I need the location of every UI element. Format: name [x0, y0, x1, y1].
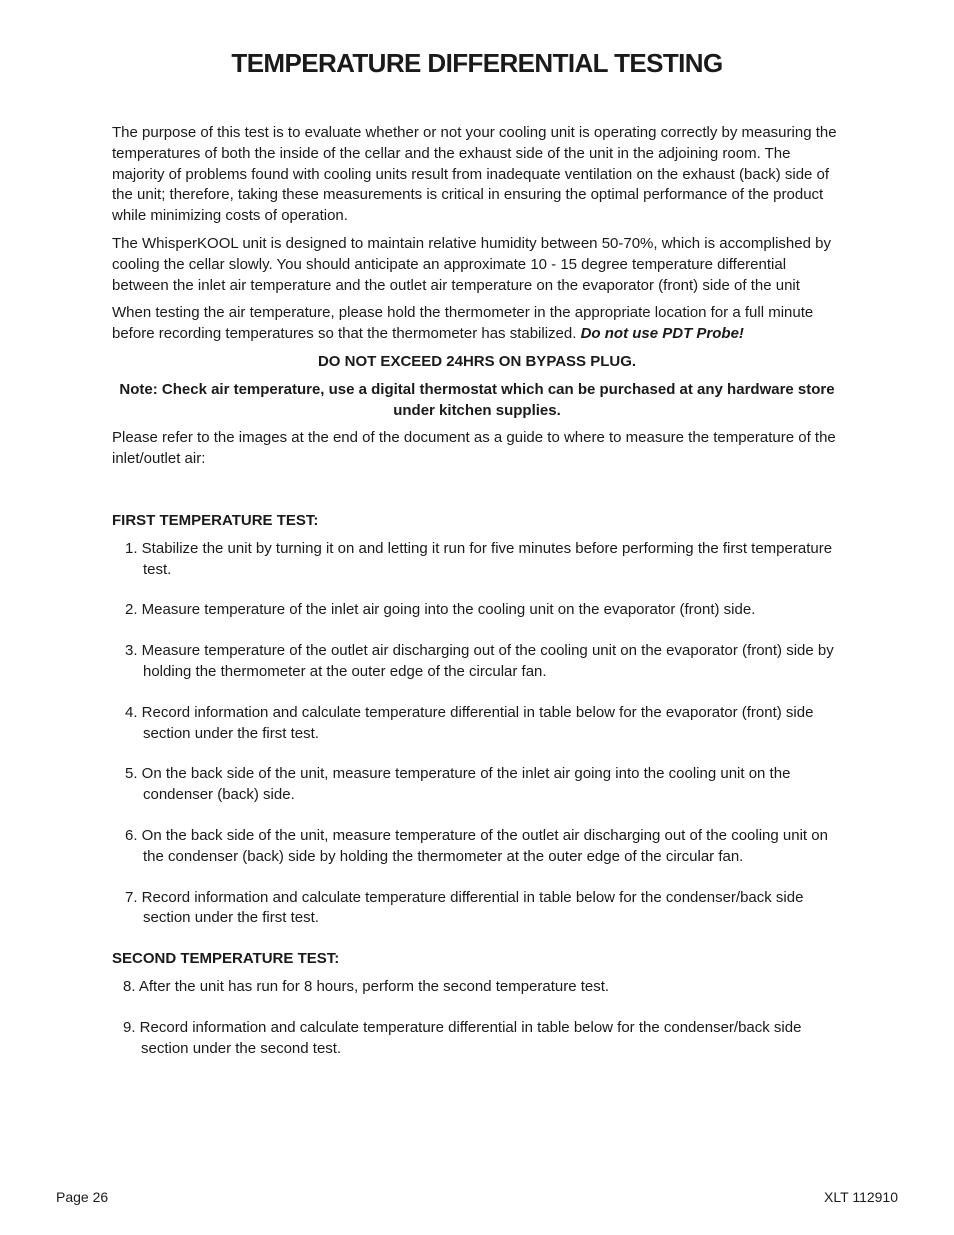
- step-item: 6. On the back side of the unit, measure temperature of the outlet air discharging out of the cooling unit on the condenser (back) side by holding the thermometer at the outer edge of the circular fan.: [125, 826, 828, 865]
- step-item: 4. Record information and calculate temperature differential in table below for the evaporator (front) side section under the first test.: [125, 703, 814, 742]
- step-item: 9. Record information and calculate temperature differential in table below for the condenser/back side section under the second test.: [123, 1018, 802, 1057]
- page-title: TEMPERATURE DIFFERENTIAL TESTING: [231, 48, 723, 78]
- testing-paragraph: [112, 303, 842, 345]
- purpose-paragraph: The purpose of this test is to evaluate whether or not your cooling unit is operating correctly by measuring the temperatures of both the inside of the cellar and the exhaust side of the unit in the adjoining room. The majority of problems found with cooling units result from inadequate ventilation on the exhaust (back) side of the unit; therefore, taking these measurements is critical in ensuring the optimal performance of the product while minimizing costs of operation.: [112, 124, 837, 225]
- step-item: 1. Stabilize the unit by turning it on and letting it run for five minutes before performing the first temperature test.: [125, 539, 833, 578]
- step-item: 2. Measure temperature of the inlet air going into the cooling unit on the evaporator (front) side.: [125, 601, 756, 619]
- step-item: 8. After the unit has run for 8 hours, perform the second temperature test.: [123, 977, 610, 995]
- first-test-steps: [112, 539, 842, 929]
- document-code: XLT 112910: [824, 1189, 898, 1205]
- step-item: 5. On the back side of the unit, measure temperature of the inlet air going into the cooling unit on the condenser (back) side.: [125, 765, 791, 804]
- step-item: 3. Measure temperature of the outlet air discharging out of the cooling unit on the evaporator (front) side by holding the thermometer at the outer edge of the circular fan.: [125, 642, 834, 680]
- first-test-heading: FIRST TEMPERATURE TEST:: [112, 511, 319, 529]
- humidity-paragraph: The WhisperKOOL unit is designed to maintain relative humidity between 50-70%, which is accomplished by cooling the cellar slowly. You should anticipate an approximate 10 - 15 degree temperature differential between the inlet air temperature and the outlet air temperature on the evaporator (front) side of the unit: [112, 234, 831, 294]
- document-body: [112, 123, 842, 1059]
- step-item: 7. Record information and calculate temperature differential in table below for the condenser/back side section under the first test.: [125, 888, 804, 927]
- refer-paragraph: Please refer to the images at the end of the document as a guide to where to measure the temperature of the inlet/outlet air:: [112, 429, 836, 468]
- page-number: Page 26: [56, 1189, 109, 1205]
- testing-text: When testing the air temperature, please hold the thermometer in the appropriate location for a full minute before recording temperatures so that the thermometer has stabilized.: [112, 304, 814, 343]
- second-test-heading: SECOND TEMPERATURE TEST:: [112, 950, 340, 968]
- second-test-steps: [112, 977, 842, 1059]
- probe-warning: Do not use PDT Probe!: [580, 325, 744, 343]
- bypass-warning: DO NOT EXCEED 24HRS ON BYPASS PLUG.: [317, 352, 637, 370]
- thermostat-note: Note: Check air temperature, use a digital thermostat which can be purchased at any hardware store under kitchen supplies.: [119, 380, 835, 419]
